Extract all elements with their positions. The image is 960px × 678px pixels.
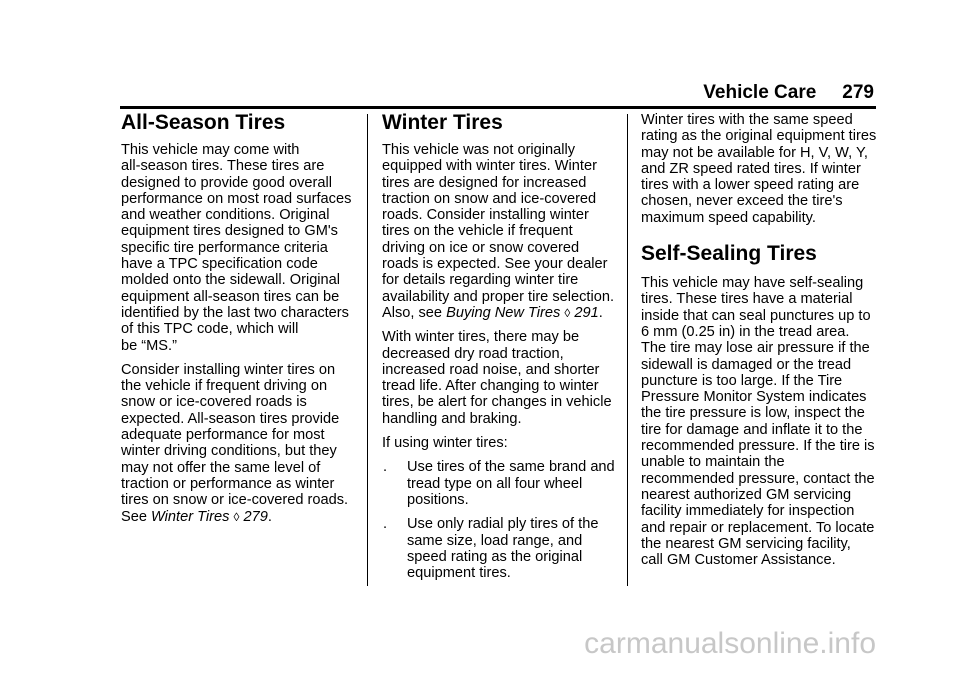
text-line: tire for damage and inflate it to the [641, 421, 863, 438]
text-fragment: . [598, 304, 603, 321]
text-line: This vehicle may have self-sealing [641, 275, 864, 292]
text-line: traction or performance as winter [121, 475, 335, 492]
text-line: Pressure Monitor System indicates [641, 389, 867, 406]
text-line: inside that can seal punctures up to [641, 307, 871, 324]
text-line: equipped with winter tires. Winter [382, 158, 597, 175]
text-line: equipment tires designed to GM's [121, 223, 338, 240]
heading-winter-tires: Winter Tires [382, 111, 503, 134]
text-line: adequate performance for most [121, 427, 325, 444]
text-line: Use tires of the same brand and [407, 459, 615, 476]
bullet-icon: . [383, 516, 388, 533]
text-line: tread type on all four wheel [407, 475, 583, 492]
column-2 [382, 110, 614, 589]
text-line: and weather conditions. Original [121, 207, 330, 224]
text-line [382, 305, 614, 321]
text-line: recommended pressure, contact the [641, 470, 875, 487]
text-line: may not be available for H, V, W, Y, [641, 144, 868, 161]
text-line: tires, be alert for changes in vehicle [382, 394, 612, 411]
text-line: and ZR speed rated tires. If winter [641, 160, 861, 177]
text-line: This vehicle was not originally [382, 142, 576, 158]
xref-buying-new-tires-link[interactable]: Buying New Tires [446, 304, 561, 321]
text-line: tires are designed for increased [382, 174, 587, 191]
text-line: increased road noise, and shorter [382, 361, 600, 378]
heading-all-season-tires: All-Season Tires [121, 111, 286, 134]
text-line: tread life. After changing to winter [382, 378, 599, 395]
text-line: identified by the last two characters [121, 304, 349, 321]
text-line: driving on ice or snow covered [382, 239, 580, 256]
column-1 [121, 110, 355, 533]
text-line: specific tire performance criteria [121, 239, 328, 256]
text-line: speed rating as the original [407, 548, 583, 565]
text-line: handling and braking. [382, 410, 522, 427]
text-line: snow or ice-covered roads is [121, 394, 307, 411]
text-line: puncture is too large. If the Tire [641, 372, 843, 389]
watermark: carmanualsonline.info [584, 627, 876, 660]
xref-page-number[interactable]: 291 [574, 304, 599, 321]
text-fragment: See [121, 508, 152, 525]
text-line: positions. [407, 491, 469, 508]
text-line: tires on snow or ice-covered roads. [121, 492, 349, 509]
text-line: nearest authorized GM servicing [641, 486, 852, 503]
text-line: designed to provide good overall [121, 174, 332, 191]
text-line: performance on most road surfaces [121, 190, 352, 207]
text-line: chosen, never exceed the tire's [641, 193, 843, 210]
text-line: roads is expected. See your dealer [382, 256, 608, 273]
page-number: 279 [842, 82, 874, 103]
text-line: Use only radial ply tires of the [407, 516, 599, 533]
text-line: equipment tires. [407, 565, 511, 582]
page-header [703, 82, 874, 104]
text-line [121, 509, 355, 525]
page-ref-icon: ◊ [564, 305, 571, 320]
text-line: tires with a lower speed rating are [641, 177, 860, 194]
column-divider [627, 114, 628, 586]
text-line: same size, load range, and [407, 532, 583, 549]
xref-winter-tires-link[interactable]: Winter Tires [151, 508, 230, 525]
paragraph [121, 142, 355, 354]
column-3 [641, 110, 877, 576]
text-line: Winter tires with the same speed [641, 112, 853, 128]
text-line: call GM Customer Assistance. [641, 552, 836, 569]
text-fragment: Also, see [382, 304, 447, 321]
column-divider [367, 114, 368, 586]
paragraph: If using winter tires: [382, 435, 508, 452]
xref-page-number[interactable]: 279 [243, 508, 268, 525]
text-line: may not offer the same level of [121, 459, 321, 476]
text-line: maximum speed capability. [641, 209, 816, 226]
text-line: rating as the original equipment tires [641, 128, 877, 145]
text-line: expected. All-season tires provide [121, 410, 340, 427]
text-line: The tire may lose air pressure if the [641, 340, 870, 357]
bullet-icon: . [383, 459, 388, 476]
text-line: the vehicle if frequent driving on [121, 378, 328, 395]
text-line: all-season tires. These tires are [121, 158, 325, 175]
text-line: facility immediately for inspection [641, 503, 855, 520]
text-line: With winter tires, there may be [382, 329, 580, 346]
paragraph [382, 329, 614, 427]
paragraph [641, 275, 877, 568]
text-line: sidewall is damaged or the tread [641, 356, 852, 373]
text-line: equipment all-season tires can be [121, 288, 340, 305]
text-line: traction on snow and ice-covered [382, 190, 597, 207]
section-title: Vehicle Care [703, 82, 817, 103]
text-fragment: . [267, 508, 272, 525]
page-ref-icon: ◊ [233, 509, 240, 524]
header-rule [120, 106, 876, 109]
heading-self-sealing-tires: Self-Sealing Tires [641, 242, 817, 266]
paragraph [382, 142, 614, 321]
text-line: the tire pressure is low, inspect the [641, 405, 865, 422]
text-line: decreased dry road traction, [382, 345, 564, 362]
text-line: of this TPC code, which will [121, 321, 299, 338]
bullet-item [382, 459, 614, 508]
text-line: This vehicle may come with [121, 142, 300, 158]
text-line: availability and proper tire selection. [382, 288, 615, 305]
text-line: unable to maintain the [641, 454, 785, 471]
text-line: roads. Consider installing winter [382, 207, 589, 224]
text-line: be “MS.” [121, 337, 177, 354]
text-line: recommended pressure. If the tire is [641, 438, 875, 455]
text-line: tires on the vehicle if frequent [382, 223, 573, 240]
text-line: for details regarding winter tire [382, 272, 579, 289]
text-line: have a TPC specification code [121, 256, 318, 273]
text-line: and repair or replacement. To locate [641, 519, 875, 536]
text-line: tires. These tires have a material [641, 291, 853, 308]
text-line: 6 mm (0.25 in) in the tread area. [641, 323, 850, 340]
bullet-item [382, 516, 614, 581]
text-line: winter driving conditions, but they [121, 443, 337, 460]
paragraph [641, 112, 877, 226]
paragraph [121, 362, 355, 525]
text-line: Consider installing winter tires on [121, 361, 336, 378]
text-line: the nearest GM servicing facility, [641, 535, 851, 552]
text-line: molded onto the sidewall. Original [121, 272, 341, 289]
